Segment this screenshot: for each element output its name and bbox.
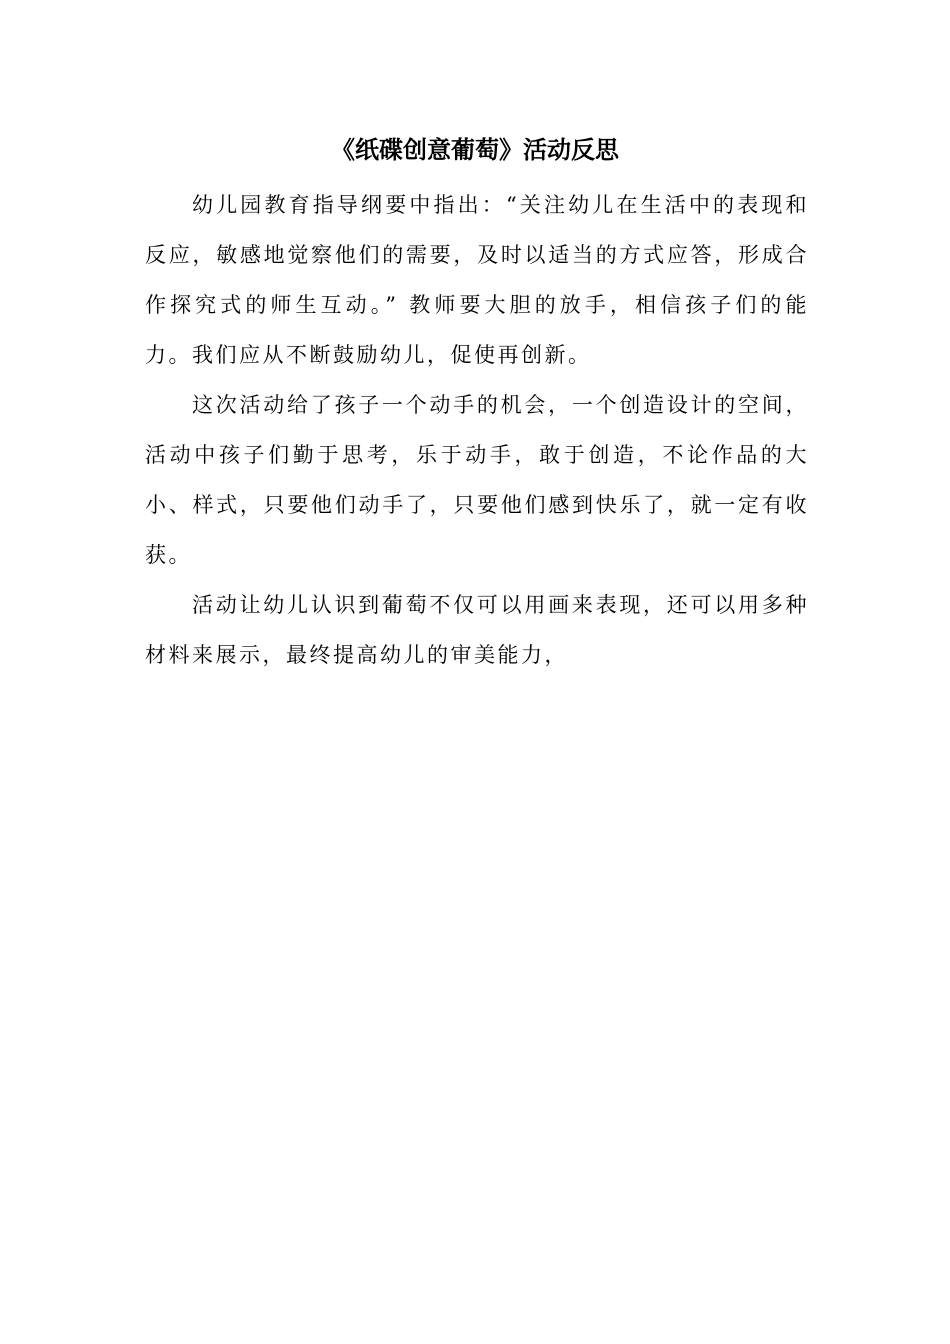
document-title: 《纸碟创意葡萄》活动反思 [331, 136, 619, 164]
paragraph-conclusion: 活动让幼儿认识到葡萄不仅可以用画来表现，还可以用多种材料来展示，最终提高幼儿的审美能力， [145, 593, 809, 667]
document-body [145, 180, 809, 680]
paragraph-activity: 这次活动给了孩子一个动手的机会，一个创造设计的空间，活动中孩子们勤于思考，乐于动手，敢于创造，不论作品的大小、样式，只要他们动手了，只要他们感到快乐了，就一定有收获。 [145, 393, 809, 567]
paragraph-guideline: 幼儿园教育指导纲要中指出：“关注幼儿在生活中的表现和反应，敏感地觉察他们的需要，及时以适当的方式应答，形成合作探究式的师生互动。” 教师要大胆的放手，相信孩子们的能力。我们应从不断鼓励幼儿，促使再创新。 [145, 193, 809, 367]
